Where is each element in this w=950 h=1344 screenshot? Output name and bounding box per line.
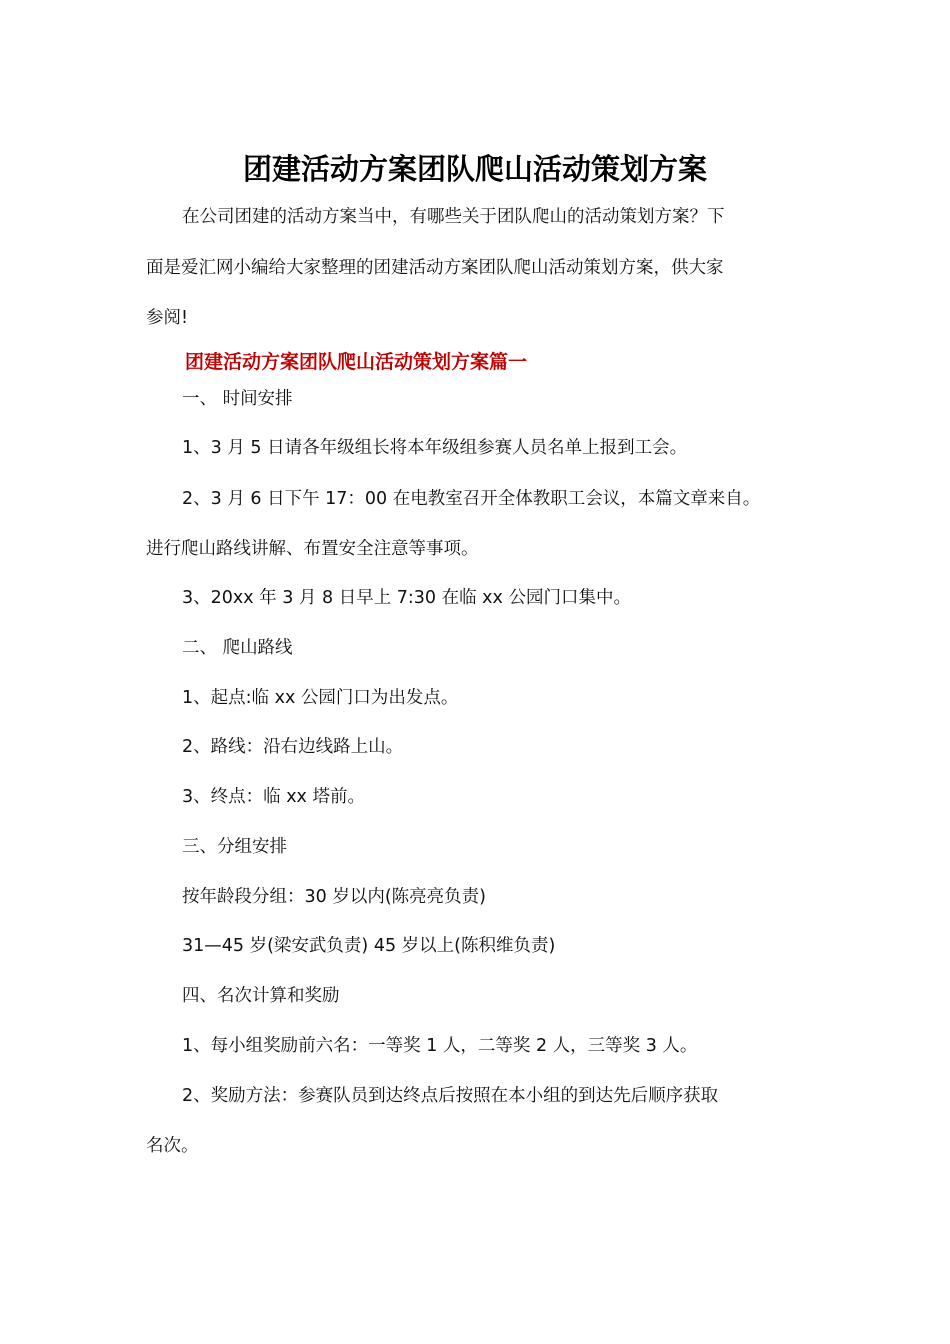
route-item-1: 1、起点:临 xx 公园门口为出发点。 — [182, 688, 459, 708]
heading-awards: 四、名次计算和奖励 — [182, 986, 340, 1006]
route-item-2: 2、路线：沿右边线路上山。 — [182, 737, 404, 757]
awards-item-1: 1、每小组奖励前六名：一等奖 1 人，二等奖 2 人，三等奖 3 人。 — [182, 1036, 698, 1056]
heading-groups: 三、分组安排 — [182, 837, 287, 857]
time-item-1: 1、3 月 5 日请各年级组长将本年级组参赛人员名单上报到工会。 — [182, 438, 688, 458]
document-title: 团建活动方案团队爬山活动策划方案 — [242, 152, 707, 186]
time-item-2-cont: 进行爬山路线讲解、布置安全注意等事项。 — [146, 539, 479, 559]
time-item-3: 3、20xx 年 3 月 8 日早上 7:30 在临 xx 公园门口集中。 — [182, 588, 631, 608]
section-subtitle: 团建活动方案团队爬山活动策划方案篇一 — [185, 351, 528, 373]
heading-time: 一、 时间安排 — [182, 389, 293, 409]
awards-item-2-cont: 名次。 — [146, 1136, 199, 1156]
route-item-3: 3、终点：临 xx 塔前。 — [182, 787, 365, 807]
awards-item-2: 2、奖励方法：参赛队员到达终点后按照在本小组的到达先后顺序获取 — [182, 1086, 719, 1106]
time-item-2: 2、3 月 6 日下午 17：00 在电教室召开全体教职工会议，本篇文章来自。 — [182, 489, 761, 509]
groups-line-2: 31—45 岁(梁安武负责) 45 岁以上(陈积维负责) — [182, 936, 556, 956]
intro-line-3: 参阅! — [146, 308, 189, 328]
groups-line-1: 按年龄段分组：30 岁以内(陈亮亮负责) — [182, 887, 486, 907]
intro-line-1: 在公司团建的活动方案当中，有哪些关于团队爬山的活动策划方案？下 — [182, 207, 725, 227]
intro-line-2: 面是爱汇网小编给大家整理的团建活动方案团队爬山活动策划方案，供大家 — [146, 258, 724, 278]
heading-route: 二、 爬山路线 — [182, 638, 293, 658]
